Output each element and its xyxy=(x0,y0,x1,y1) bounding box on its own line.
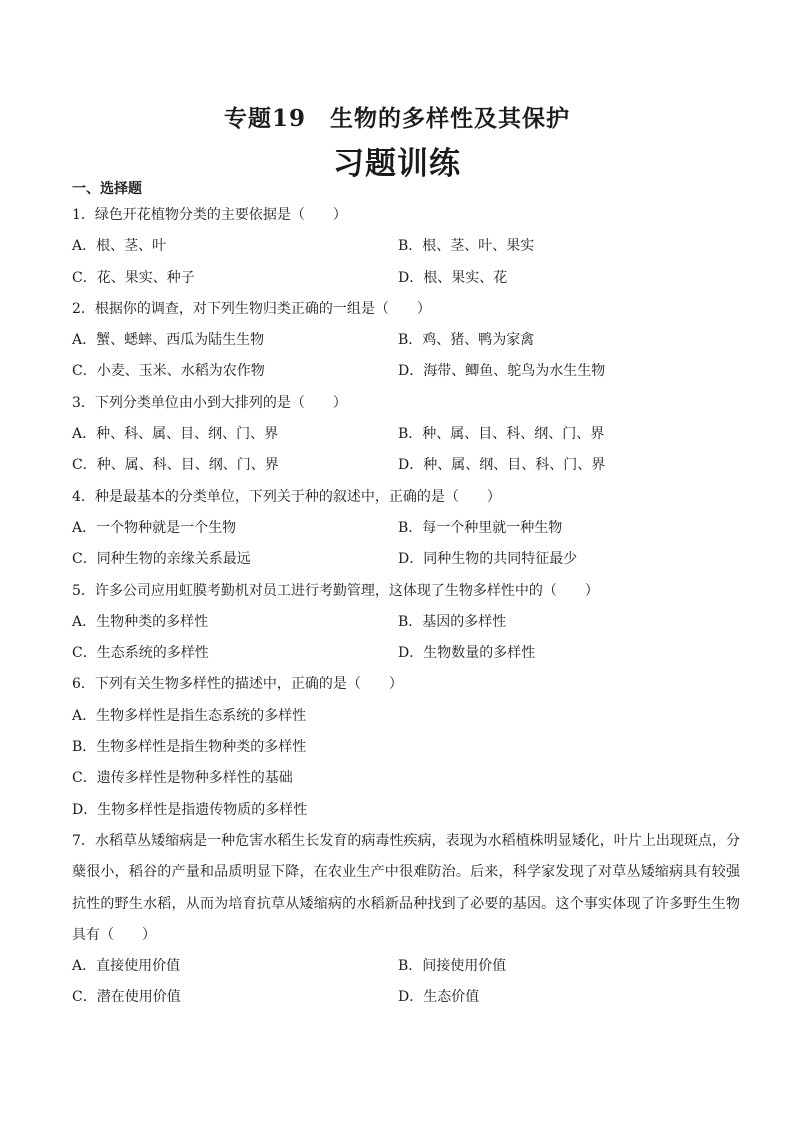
option-row xyxy=(72,263,732,294)
page-subtitle: 习题训练 xyxy=(333,146,461,182)
question-stem-2: 2．根据你的调查，对下列生物归类正确的一组是（ ） xyxy=(72,300,431,317)
option-6a: A．生物多样性是指生态系统的多样性 xyxy=(72,707,307,724)
option-3d: D．种、属、纲、目、科、门、界 xyxy=(398,457,606,474)
option-2a: A．蟹、蟋蟀、西瓜为陆生生物 xyxy=(72,332,265,349)
option-1c: C．花、果实、种子 xyxy=(72,269,195,286)
option-row xyxy=(72,951,732,982)
question-stem-6: 6．下列有关生物多样性的描述中，正确的是（ ） xyxy=(72,676,403,693)
question-stem-1: 1．绿色开花植物分类的主要依据是（ ） xyxy=(72,207,347,223)
option-3b: B．种、属、目、科、纲、门、界 xyxy=(398,426,605,443)
option-4a: A．一个物种就是一个生物 xyxy=(72,519,237,536)
option-1a: A．根、茎、叶 xyxy=(72,238,167,255)
option-4d: D．同种生物的共同特征最少 xyxy=(398,551,578,568)
option-5c: C．生态系统的多样性 xyxy=(72,645,209,662)
option-row xyxy=(72,513,732,544)
option-5a: A．生物种类的多样性 xyxy=(72,613,209,630)
option-5d: D．生物数量的多样性 xyxy=(398,645,536,662)
option-row xyxy=(72,450,732,481)
option-6b: B．生物多样性是指生物种类的多样性 xyxy=(72,739,307,756)
question-stem-7: 7．水稻草丛矮缩病是一种危害水稻生长发育的病毒性疾病，表现为水稻植株明显矮化，叶片上出现斑点，分蘖很小，稻谷的产量和品质明显下降，在农业生产中很难防治。后来，科学家发现了对草丛矮缩病具有较强抗性的野生水稻，从而为培育抗草从矮缩病的水稻新品种找到了必要的基因。这个事实体现了许多野生生物具有（ ） xyxy=(72,832,740,943)
section-heading: 一、选择题 xyxy=(72,181,142,197)
question-stem-3: 3．下列分类单位由小到大排列的是（ ） xyxy=(72,394,347,411)
option-row xyxy=(72,231,732,262)
option-2d: D．海带、鲫鱼、鸵鸟为水生生物 xyxy=(398,363,606,380)
question-list xyxy=(72,200,740,1014)
option-1d: D．根、果实、花 xyxy=(398,269,508,286)
option-row xyxy=(72,544,732,575)
question-stem-4: 4．种是最基本的分类单位，下列关于种的叙述中，正确的是（ ） xyxy=(72,488,501,505)
option-row xyxy=(72,419,732,450)
option-7a: A．直接使用价值 xyxy=(72,958,181,975)
option-1b: B．根、茎、叶、果实 xyxy=(398,238,535,255)
question-stem-5: 5．许多公司应用虹膜考勤机对员工进行考勤管理，这体现了生物多样性中的（ ） xyxy=(72,582,599,599)
option-row xyxy=(72,356,732,387)
option-7c: C．潜在使用价值 xyxy=(72,989,181,1006)
option-7b: B．间接使用价值 xyxy=(398,958,507,975)
option-4b: B．每一个种里就一种生物 xyxy=(398,519,563,536)
option-row xyxy=(72,607,732,638)
option-2c: C．小麦、玉米、水稻为农作物 xyxy=(72,363,265,380)
option-3c: C．种、属、科、目、纲、门、界 xyxy=(72,457,279,474)
option-3a: A．种、科、属、目、纲、门、界 xyxy=(72,426,279,443)
page-title: 专题19 生物的多样性及其保护 xyxy=(223,105,570,132)
option-row xyxy=(72,638,732,669)
option-row xyxy=(72,982,732,1013)
option-7d: D．生态价值 xyxy=(398,989,480,1006)
option-6c: C．遗传多样性是物种多样性的基础 xyxy=(72,770,293,787)
option-6d: D．生物多样性是指遗传物质的多样性 xyxy=(72,801,308,818)
option-5b: B．基因的多样性 xyxy=(398,613,507,630)
option-4c: C．同种生物的亲缘关系最远 xyxy=(72,551,251,568)
option-row xyxy=(72,325,732,356)
option-2b: B．鸡、猪、鸭为家禽 xyxy=(398,332,535,349)
